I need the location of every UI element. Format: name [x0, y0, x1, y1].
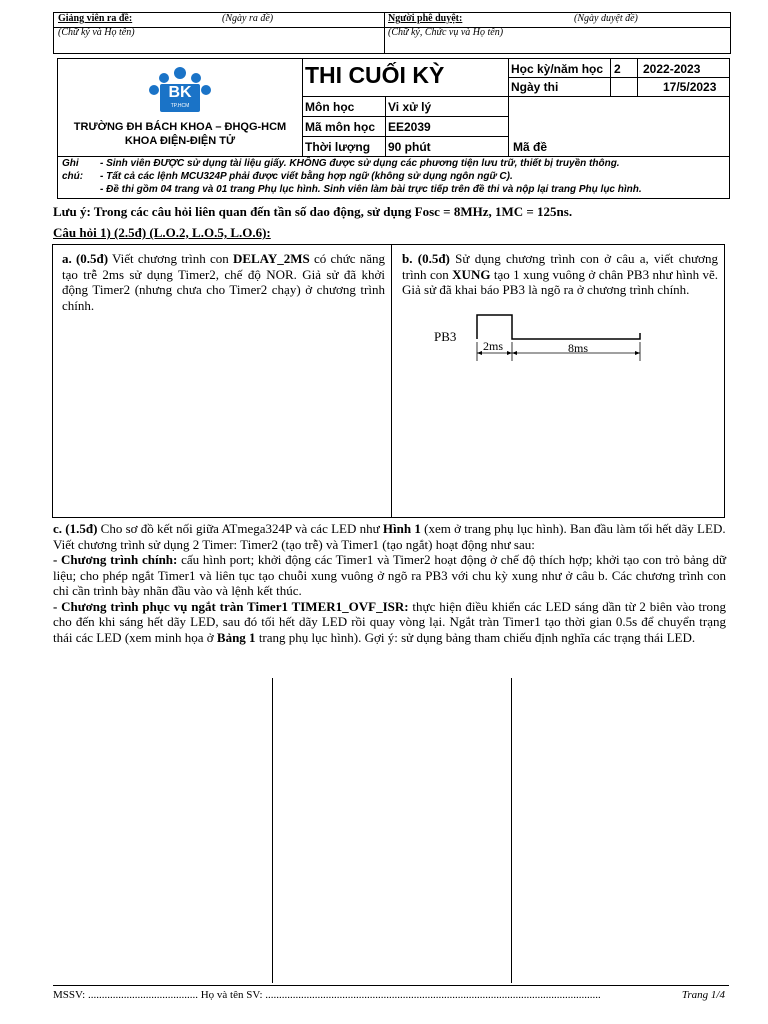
logo-subtext: TP.HCM: [170, 103, 190, 109]
semester-label: Học kỳ/năm học: [511, 62, 604, 76]
subject-label: Môn học: [305, 100, 355, 114]
school-name: TRƯỜNG ĐH BÁCH KHOA – ĐHQG-HCM: [73, 121, 287, 133]
note-item: - Đề thi gồm 04 trang và 01 trang Phụ lục hình. Sinh viên làm bài trực tiếp trên đề thi và nộp lại trang Phụ lục hình.: [100, 184, 642, 195]
exam-header: [57, 58, 730, 199]
approver-date: (Ngày duyệt đề): [574, 13, 638, 24]
part-c-text: c. (1.5đ) Cho sơ đồ kết nối giữa ATmega324P và các LED như Hình 1 (xem ở trang phụ lục hình). Ban đầu làm tối hết dãy LED. Viết chương trình sử dụng 2 Timer: Timer2 (tạo trễ) và Timer1 (tạo ngắt) hoạt động như sau: - Chương trình chính: cấu hình port; khởi động các Timer1 và Timer2 hoạt động ở chế độ thích hợp; khởi tạo con trỏ bảng dữ liệu; cho phép ngắt Timer1 và liên tục tạo chuỗi xung vuông ở ngõ ra PB3 với chu kỳ xung như ở câu b. Các chương trình con chỉ cần trình bày nhãn đầu vào và lệnh kết thúc. - Chương trình phục vụ ngắt tràn Timer1 TIMER1_OVF_ISR: thực hiện điều khiển các LED sáng dần từ 2 biên vào trong cho đến khi sáng hết dãy LED, sau đó tối hết dãy LED rồi quay vòng lại. Ngắt tràn Timer1 tạo thời gian 0.5s để chuyển trạng thái các LED (xem minh họa ở Bảng 1 trang phụ lục hình). Gợi ý: sử dụng bảng tham chiếu định nghĩa các trạng thái LED.: [53, 521, 726, 645]
exam-code-label: Mã đề: [513, 140, 548, 154]
frequency-note: Lưu ý: Trong các câu hỏi liên quan đến tần số dao động, sử dụng Fosc = 8MHz, 1MC = 125ns.: [53, 204, 573, 219]
subject-value: Vi xử lý: [388, 100, 432, 114]
duration-label: Thời lượng: [305, 140, 371, 154]
course-code-label: Mã môn học: [305, 120, 376, 134]
lecturer-date: (Ngày ra đề): [222, 13, 274, 24]
note-item: - Sinh viên ĐƯỢC sử dụng tài liệu giấy. KHÔNG được sử dụng các phương tiện lưu trữ, thiết bị truyền thông.: [100, 158, 620, 169]
logo-text: BK: [168, 84, 192, 101]
part-a-text: a. (0.5đ) Viết chương trình con DELAY_2MS có chức năng tạo trễ 2ms sử dụng Timer2, chế độ NOR. Giả sử đã khởi động Timer2 (nhưng chưa cho Timer2 chạy) ở chương trình chính.: [62, 251, 385, 313]
approver-sign: (Chữ ký, Chức vụ và Họ tên): [388, 27, 504, 38]
signature-table: [53, 12, 731, 54]
duration-value: 90 phút: [388, 140, 431, 154]
answer-box-b[interactable]: [391, 244, 725, 518]
question-1-title: Câu hỏi 1) (2.5đ) (L.O.2, L.O.5, L.O.6):: [53, 225, 271, 240]
page-footer: [53, 985, 729, 1001]
date-label: Ngày thi: [511, 80, 559, 94]
high-time-label: 2ms: [483, 339, 504, 353]
approver-label: Người phê duyệt:: [388, 13, 463, 24]
notes-label-2: chú:: [62, 171, 84, 182]
exam-title: THI CUỐI KỲ: [305, 62, 445, 88]
answer-column-divider-right: [511, 678, 512, 983]
notes-label: Ghi: [62, 158, 79, 169]
faculty-name: KHOA ĐIỆN-ĐIỆN TỬ: [124, 135, 236, 147]
lecturer-sign: (Chữ ký và Họ tên): [58, 27, 135, 38]
university-logo: [146, 66, 214, 123]
semester-value: 2: [614, 62, 621, 76]
lecturer-label: Giảng viên ra đề:: [58, 13, 133, 24]
student-id-line: MSSV: ........................................ Họ và tên SV: ..........................................................................................................................: [53, 989, 601, 1001]
page-number: Trang 1/4: [681, 989, 725, 1001]
signal-label: PB3: [434, 329, 457, 344]
answer-box-a[interactable]: [52, 244, 392, 518]
part-b-text: b. (0.5đ) Sử dụng chương trình con ở câu a, viết chương trình con XUNG tạo 1 xung vuông ở chân PB3 như hình vẽ. Giả sử đã khai báo PB3 là ngõ ra ở chương trình chính.: [402, 251, 719, 297]
note-item: - Tất cả các lệnh MCU324P phải được viết bằng hợp ngữ (không sử dụng ngôn ngữ C).: [100, 171, 513, 182]
year-value: 2022-2023: [643, 62, 701, 76]
low-time-label: 8ms: [568, 341, 589, 355]
answer-column-divider-left: [272, 678, 273, 983]
course-code-value: EE2039: [388, 120, 431, 134]
exam-date: 17/5/2023: [663, 80, 717, 94]
